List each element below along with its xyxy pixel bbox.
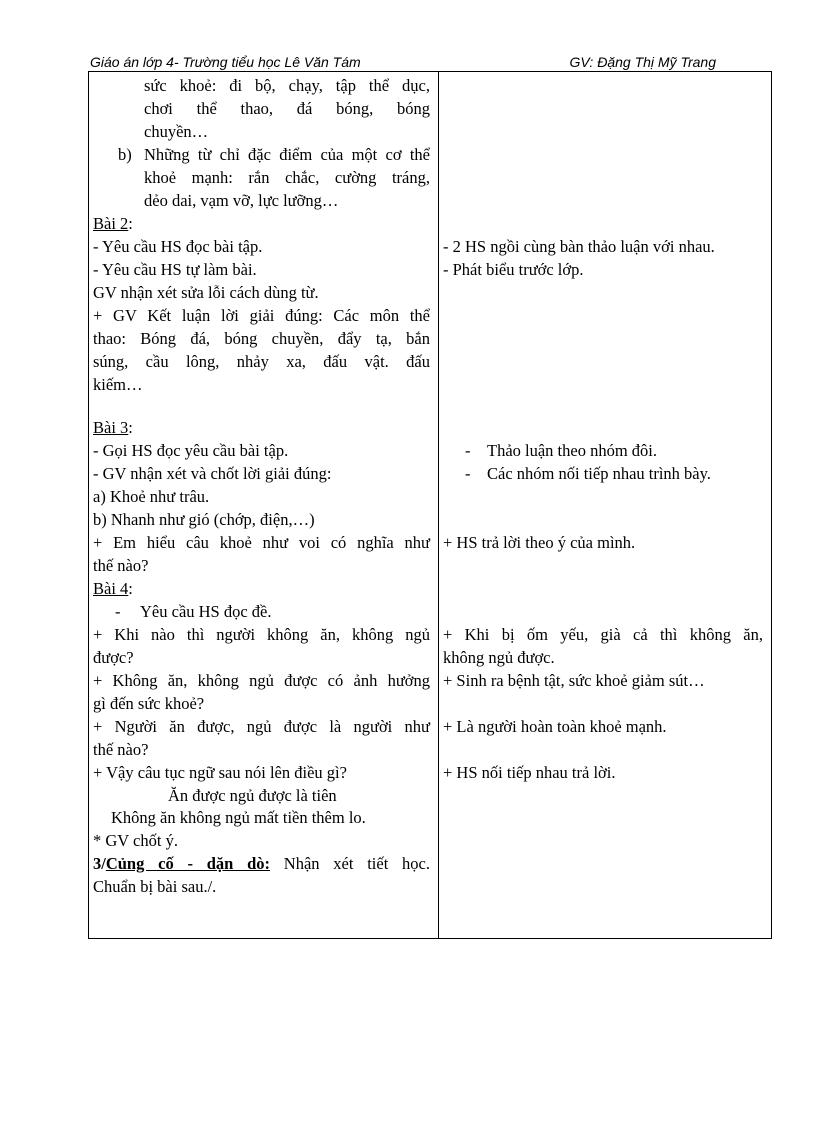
bai4-line7: thế nào?: [93, 740, 149, 759]
bai3-line5: + Em hiểu câu khoẻ như voi có nghĩa như: [93, 533, 430, 552]
closing-title: Củng cố - dặn dò:: [105, 854, 271, 873]
bai1-b-line3: dẻo dai, vạm vỡ, lực lưỡng…: [144, 191, 339, 210]
bai2-line4: + GV Kết luận lời giải đúng: Các môn thể: [93, 306, 430, 325]
right-line8: + Sinh ra bệnh tật, sức khoẻ giảm sút…: [443, 671, 705, 690]
closing-prefix: 3/: [93, 854, 106, 873]
bai4-line8: + Vậy câu tục ngữ sau nói lên điều gì?: [93, 763, 347, 782]
bai1-line1: sức khoẻ: đi bộ, chạy, tập thể dục,: [144, 76, 430, 95]
right-dash3: -: [465, 441, 471, 460]
bai2-line7: kiếm…: [93, 375, 143, 394]
right-line2: - Phát biểu trước lớp.: [443, 260, 584, 279]
proverb-line1: Ăn được ngủ được là tiên: [168, 786, 337, 805]
bai4-line1: Yêu cầu HS đọc đề.: [140, 602, 272, 621]
bai3-line3: a) Khoẻ như trâu.: [93, 487, 210, 506]
bai4-line6: + Người ăn được, ngủ được là người như: [93, 717, 430, 736]
bai3-colon: :: [128, 418, 133, 437]
bai1-b-line2: khoẻ mạnh: rắn chắc, cường tráng,: [144, 168, 430, 187]
right-line6: + Khi bị ốm yếu, già cả thì không ăn,: [443, 625, 763, 644]
proverb-line2: Không ăn không ngủ mất tiền thêm lo.: [111, 808, 366, 827]
bai3-line6: thế nào?: [93, 556, 149, 575]
right-line1: - 2 HS ngồi cùng bàn thảo luận với nhau.: [443, 237, 715, 256]
bai3-heading: [93, 416, 133, 439]
right-dash4: -: [465, 464, 471, 483]
header-teacher: GV: Đặng Thị Mỹ Trang: [569, 54, 716, 70]
closing-line1: [93, 852, 430, 875]
right-line7: không ngủ được.: [443, 648, 555, 667]
bai3-title: Bài 3: [93, 418, 129, 437]
bai4-title: Bài 4: [93, 579, 129, 598]
bai3-line4: b) Nhanh như gió (chớp, điện,…): [93, 510, 315, 529]
header-school: Giáo án lớp 4- Trường tiểu học Lê Văn Tám: [90, 54, 361, 70]
page-header: [88, 52, 772, 72]
bai4-line5: gì đến sức khoẻ?: [93, 694, 205, 713]
right-line9: + Là người hoàn toàn khoẻ mạnh.: [443, 717, 667, 736]
bai2-title: Bài 2: [93, 214, 129, 233]
bai4-line11: * GV chốt ý.: [93, 831, 178, 850]
bai4-colon: :: [128, 579, 133, 598]
bai4-dash: -: [115, 602, 121, 621]
bai2-line2: - Yêu cầu HS tự làm bài.: [93, 260, 257, 279]
bai4-line2: + Khi nào thì người không ăn, không ngủ: [93, 625, 430, 644]
bai1-b-line1: Những từ chỉ đặc điểm của một cơ thể: [144, 145, 430, 164]
right-line10: + HS nối tiếp nhau trả lời.: [443, 763, 616, 782]
bai4-line4: + Không ăn, không ngủ được có ảnh hưởng: [93, 671, 430, 690]
bai1-line3: chuyền…: [144, 122, 209, 141]
closing-rest: Nhận xét tiết học.: [270, 854, 430, 873]
bai2-colon: :: [128, 214, 133, 233]
bai4-line3: được?: [93, 648, 134, 667]
column-divider: [438, 72, 439, 938]
bai2-line1: - Yêu cầu HS đọc bài tập.: [93, 237, 263, 256]
bai4-heading: [93, 577, 133, 600]
bai2-line5: thao: Bóng đá, bóng chuyền, đẩy tạ, bắn: [93, 329, 430, 348]
bai1-b-marker: b): [118, 145, 132, 164]
bai2-heading: [93, 212, 133, 235]
bai2-line6: súng, cầu lông, nhảy xa, đấu vật. đấu: [93, 352, 430, 371]
bai3-line1: - Gọi HS đọc yêu cầu bài tập.: [93, 441, 289, 460]
bai1-line2: chơi thể thao, đá bóng, bóng: [144, 99, 430, 118]
bai3-line2: - GV nhận xét và chốt lời giải đúng:: [93, 464, 332, 483]
bai2-line3: GV nhận xét sửa lỗi cách dùng từ.: [93, 283, 319, 302]
right-line3: Thảo luận theo nhóm đôi.: [487, 441, 658, 460]
right-line4: Các nhóm nối tiếp nhau trình bày.: [487, 464, 711, 483]
closing-line2: Chuẩn bị bài sau./.: [93, 877, 217, 896]
right-line5: + HS trả lời theo ý của mình.: [443, 533, 636, 552]
